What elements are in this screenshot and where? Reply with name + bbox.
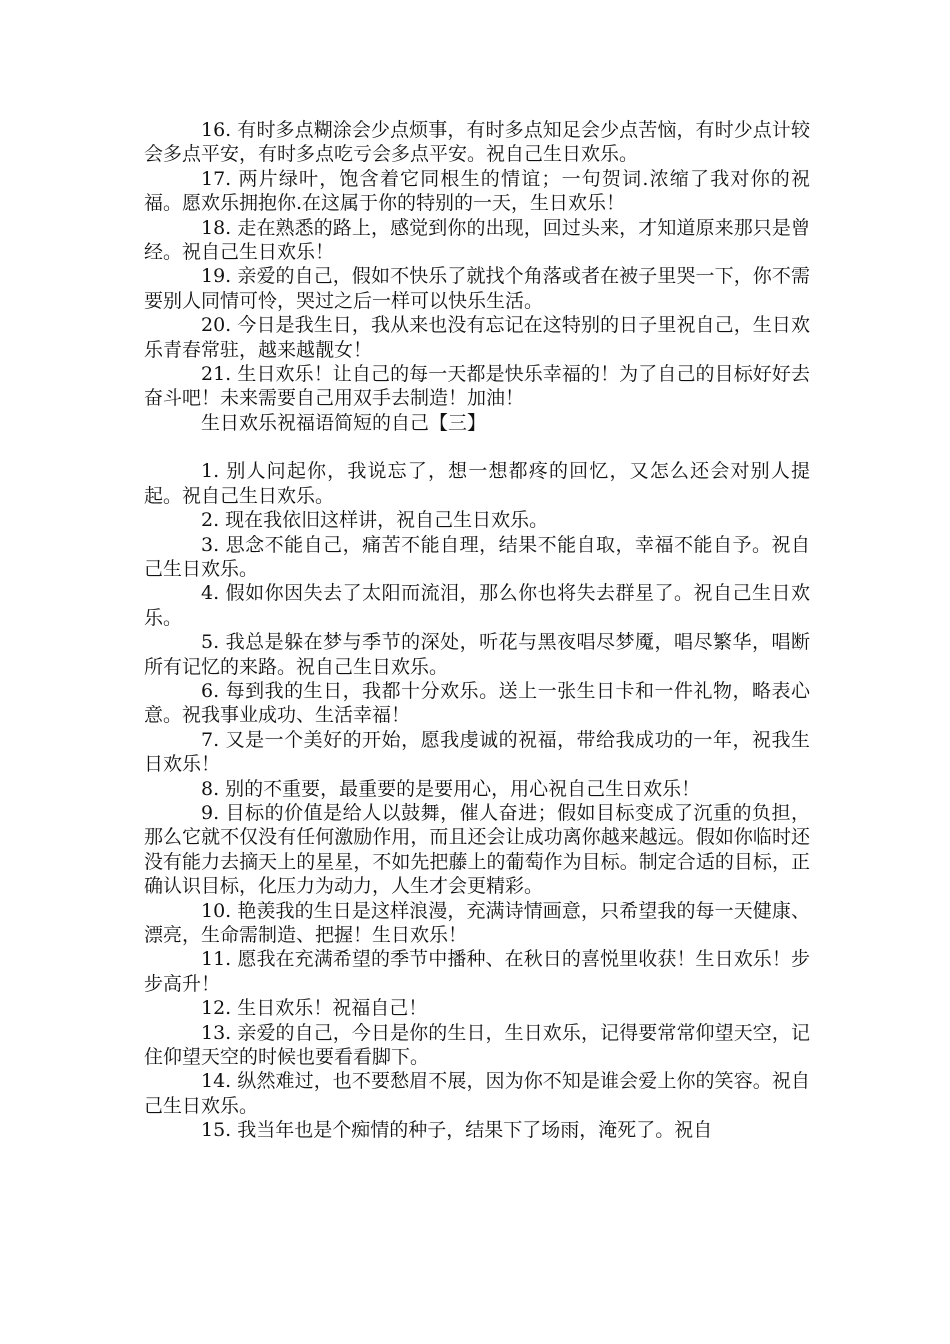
wish-item-16: 16. 有时多点糊涂会少点烦事，有时多点知足会少点苦恼，有时少点计较会多点平安，有时多点吃亏会多点平安。祝自己生日欢乐。 [144, 119, 810, 166]
wish-item-5: 5. 我总是躲在梦与季节的深处，听花与黑夜唱尽梦魇，唱尽繁华，唱断所有记忆的来路。祝自己生日欢乐。 [144, 631, 810, 678]
wish-item-11: 11. 愿我在充满希望的季节中播种、在秋日的喜悦里收获！生日欢乐！步步高升！ [144, 948, 810, 995]
wish-item-10: 10. 艳羡我的生日是这样浪漫，充满诗情画意，只希望我的每一天健康、漂亮，生命需制造、把握！生日欢乐！ [144, 899, 810, 946]
wish-item-1: 1. 别人问起你，我说忘了，想一想都疼的回忆，又怎么还会对别人提起。祝自己生日欢乐。 [144, 460, 810, 507]
wish-item-18: 18. 走在熟悉的路上，感觉到你的出现，回过头来，才知道原来那只是曾经。祝自己生日欢乐！ [144, 216, 810, 264]
wish-item-14: 14. 纵然难过，也不要愁眉不展，因为你不知是谁会爱上你的笑容。祝自己生日欢乐。 [144, 1070, 810, 1117]
wish-item-13: 13. 亲爱的自己，今日是你的生日，生日欢乐，记得要常常仰望天空，记住仰望天空的时候也要看看脚下。 [144, 1021, 810, 1069]
wish-item-7: 7. 又是一个美好的开始，愿我虔诚的祝福，带给我成功的一年，祝我生日欢乐！ [144, 728, 810, 776]
section-heading: 生日欢乐祝福语简短的自己【三】 [201, 411, 487, 434]
wish-item-21: 21. 生日欢乐！让自己的每一天都是快乐幸福的！为了自己的目标好好去奋斗吧！未来需要自己用双手去制造！加油！ [144, 363, 810, 410]
wish-item-8: 8. 别的不重要，最重要的是要用心，用心祝自己生日欢乐！ [201, 777, 701, 800]
document-page [144, 118, 810, 1143]
wish-item-12: 12. 生日欢乐！祝福自己！ [201, 997, 428, 1020]
wish-item-20: 20. 今日是我生日，我从来也没有忘记在这特别的日子里祝自己，生日欢乐青春常驻，越来越靓女！ [144, 314, 810, 361]
wish-item-4: 4. 假如你因失去了太阳而流泪，那么你也将失去群星了。祝自己生日欢乐。 [144, 582, 810, 629]
wish-item-2: 2. 现在我依旧这样讲，祝自己生日欢乐。 [201, 509, 549, 532]
wish-item-6: 6. 每到我的生日，我都十分欢乐。送上一张生日卡和一件礼物，略表心意。祝我事业成功、生活幸福！ [144, 679, 810, 727]
wish-item-19: 19. 亲爱的自己，假如不快乐了就找个角落或者在被子里哭一下，你不需要别人同情可怜，哭过之后一样可以快乐生活。 [144, 265, 810, 312]
wish-item-15: 15. 我当年也是个痴情的种子，结果下了场雨，淹死了。祝自 [201, 1119, 713, 1142]
wish-item-17: 17. 两片绿叶，饱含着它同根生的情谊；一句贺词.浓缩了我对你的祝福。愿欢乐拥抱你.在这属于你的特别的一天，生日欢乐！ [144, 167, 810, 215]
wish-item-3: 3. 思念不能自己，痛苦不能自理，结果不能自取，幸福不能自予。祝自己生日欢乐。 [144, 533, 810, 580]
wish-item-9: 9. 目标的价值是给人以鼓舞，催人奋进；假如目标变成了沉重的负担，那么它就不仅没有任何激励作用，而且还会让成功离你越来越远。假如你临时还没有能力去摘天上的星星，不如先把藤上的葡萄作为目标。制定合适的目标，正确认识目标，化压力为动力，人生才会更精彩。 [144, 801, 810, 898]
